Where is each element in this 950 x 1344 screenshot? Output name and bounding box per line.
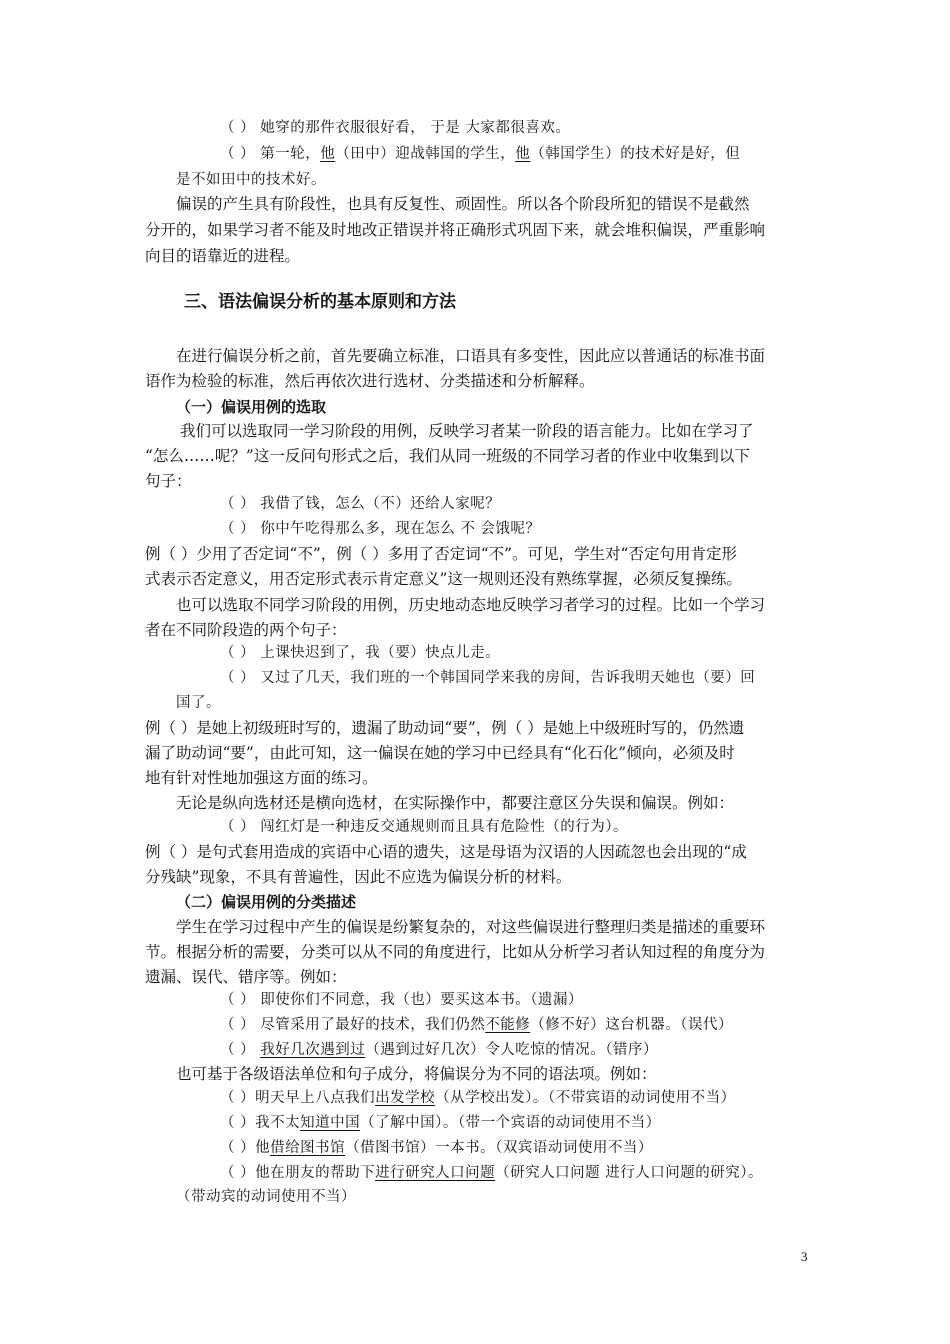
example-line	[0, 1135, 950, 1161]
paragraph-line	[0, 592, 950, 618]
heading-text: 三、语法偏误分析的基本原则和方法	[184, 292, 456, 312]
text: （ ） 上课快迟到了，我（要）快点儿走。	[220, 645, 501, 661]
text: （研究人口问题 进行人口问题的研究）。	[495, 1165, 763, 1181]
heading-text: （一）偏误用例的选取	[176, 398, 327, 416]
text: 我们可以选取同一学习阶段的用例，反映学习者某一阶段的语言能力。比如在学习了	[180, 422, 754, 440]
paragraph-line	[0, 243, 950, 269]
text: 在进行偏误分析之前，首先要确立标准，口语具有多变性，因此应以普通话的标准书面	[176, 347, 766, 365]
text: （ ） 我借了钱，怎么（不）还给人家呢？	[220, 496, 501, 512]
underlined-text: 借给图书馆	[270, 1140, 346, 1156]
example-line	[0, 987, 950, 1013]
underlined-text: 他	[515, 146, 531, 162]
text: （田中）迎战韩国的学生，	[335, 146, 516, 162]
text: 例（ ）是她上初级班时写的，遗漏了助动词“要”，例（ ）是她上中级班时写的，仍然遗	[145, 719, 745, 737]
text: 分残缺”现象，不具有普遍性，因此不应选为偏误分析的材料。	[145, 868, 572, 886]
paragraph-line	[0, 566, 950, 592]
paragraph-line	[0, 765, 950, 791]
text: 遗漏、误代、错序等。例如：	[145, 968, 347, 986]
text: 向目的语靠近的进程。	[145, 247, 301, 265]
underlined-text: 我好几次遇到过	[260, 1042, 366, 1058]
text: 国了。	[176, 695, 221, 711]
text: （修不好）这台机器。（误代）	[530, 1017, 733, 1033]
example-line	[0, 814, 950, 840]
text: 者在不同阶段造的两个句子：	[145, 621, 347, 639]
text: 也可以选取不同学习阶段的用例，历史地动态地反映学习者学习的过程。比如一个学习	[176, 596, 766, 614]
paragraph-line	[0, 740, 950, 766]
example-line	[0, 115, 950, 141]
underlined-text: 进行研究人口问题	[375, 1165, 496, 1181]
example-line	[0, 665, 950, 691]
example-line	[0, 1184, 950, 1210]
text: （ ） 她穿的那件衣服很好看， 于是 大家都很喜欢。	[220, 120, 571, 136]
paragraph-line	[0, 914, 950, 940]
text: （遇到过好几次）令人吃惊的情况。（错序）	[365, 1042, 658, 1058]
paragraph-line	[0, 790, 950, 816]
text: 分开的，如果学习者不能及时地改正错误并将正确形式巩固下来，就会堆积偏误，严重影响	[145, 221, 766, 239]
text: （带动宾的动词使用不当）	[176, 1189, 356, 1205]
heading-text: （二）偏误用例的分类描述	[176, 893, 357, 911]
text: “怎么……呢？”这一反问句形式之后，我们从同一班级的不同学习者的作业中收集到以下	[145, 447, 750, 465]
example-line	[0, 516, 950, 542]
example-line	[0, 1085, 950, 1111]
underlined-text: 不能修	[485, 1017, 531, 1033]
text: （ ） 即使你们不同意，我（也）要买这本书。（遗漏）	[220, 992, 583, 1008]
example-line	[0, 167, 950, 193]
paragraph-line	[0, 217, 950, 243]
text: （ ） 第一轮，	[220, 146, 321, 162]
text: 也可基于各级语法单位和句子成分，将偏误分为不同的语法项。例如：	[176, 1065, 657, 1083]
text: （了解中国）。（带一个宾语的动词使用不当）	[360, 1115, 661, 1131]
text: 偏误的产生具有阶段性，也具有反复性、顽固性。所以各个阶段所犯的错误不是截然	[176, 195, 750, 213]
example-line	[0, 1110, 950, 1136]
paragraph-line	[0, 343, 950, 369]
paragraph-line	[0, 864, 950, 890]
paragraph-line	[0, 191, 950, 217]
example-line	[0, 640, 950, 666]
paragraph-line	[0, 368, 950, 394]
text: 学生在学习过程中产生的偏误是纷繁复杂的，对这些偏误进行整理归类是描述的重要环	[176, 918, 766, 936]
paragraph-line	[0, 541, 950, 567]
text: （韩国学生）的技术好是好，但	[530, 146, 741, 162]
text: （ ）	[220, 1042, 261, 1058]
example-line	[0, 1012, 950, 1038]
paragraph-line	[0, 715, 950, 741]
example-line	[0, 141, 950, 167]
paragraph-line	[0, 1061, 950, 1087]
text: 漏了助动词“要”，由此可知，这一偏误在她的学习中已经具有“化石化”倾向，必须及时	[145, 744, 735, 762]
text: 无论是纵向选材还是横向选材，在实际操作中，都要注意区分失误和偏误。例如：	[176, 794, 735, 812]
text: （ ）我不太	[220, 1115, 301, 1131]
text: （ ） 又过了几天，我们班的一个韩国同学来我的房间，告诉我明天她也（要）回	[220, 670, 756, 686]
text: 式表示否定意义，用否定形式表示肯定意义”这一规则还没有熟练掌握，必须反复操练。	[145, 570, 742, 588]
subsection-heading	[0, 394, 950, 420]
text: 节。根据分析的需要，分类可以从不同的角度进行，比如从分析学习者认知过程的角度分为	[145, 943, 766, 961]
text: （ ） 尽管采用了最好的技术，我们仍然	[220, 1017, 486, 1033]
text: （借图书馆）一本书。（双宾语动词使用不当）	[345, 1140, 653, 1156]
text: 语作为检验的标准，然后再依次进行选材、分类描述和分析解释。	[145, 372, 595, 390]
text: 例（ ）少用了否定词“不”，例（ ）多用了否定词“不”。可见，学生对“否定句用肯定形	[145, 545, 737, 563]
underlined-text: 他	[320, 146, 336, 162]
example-line	[0, 690, 950, 716]
subsection-heading	[0, 889, 950, 915]
example-line	[0, 491, 950, 517]
paragraph-line	[0, 443, 950, 469]
text: 地有针对性地加强这方面的练习。	[145, 769, 378, 787]
example-line	[0, 1160, 950, 1186]
text: （ ）他在朋友的帮助下	[220, 1165, 376, 1181]
paragraph-line	[0, 418, 950, 444]
paragraph-line	[0, 939, 950, 965]
text: （ ）明天早上八点我们	[220, 1090, 376, 1106]
text: （ ） 闯红灯是一种违反交通规则而且具有危险性（的行为）。	[220, 819, 628, 835]
text: 是不如田中的技术好。	[176, 172, 326, 188]
page-number: 3	[801, 1249, 808, 1264]
example-line	[0, 1037, 950, 1063]
text: 句子：	[145, 472, 192, 490]
text: （从学校出发）。（不带宾语的动词使用不当）	[435, 1090, 736, 1106]
section-heading	[0, 289, 950, 315]
paragraph-line	[0, 839, 950, 865]
underlined-text: 出发学校	[375, 1090, 436, 1106]
text: （ ） 你中午吃得那么多，现在怎么 不 会饿呢？	[220, 521, 541, 537]
text: （ ）他	[220, 1140, 271, 1156]
underlined-text: 知道中国	[300, 1115, 361, 1131]
text: 例（ ）是句式套用造成的宾语中心语的遗失，这是母语为汉语的人因疏忽也会出现的“成	[145, 843, 747, 861]
